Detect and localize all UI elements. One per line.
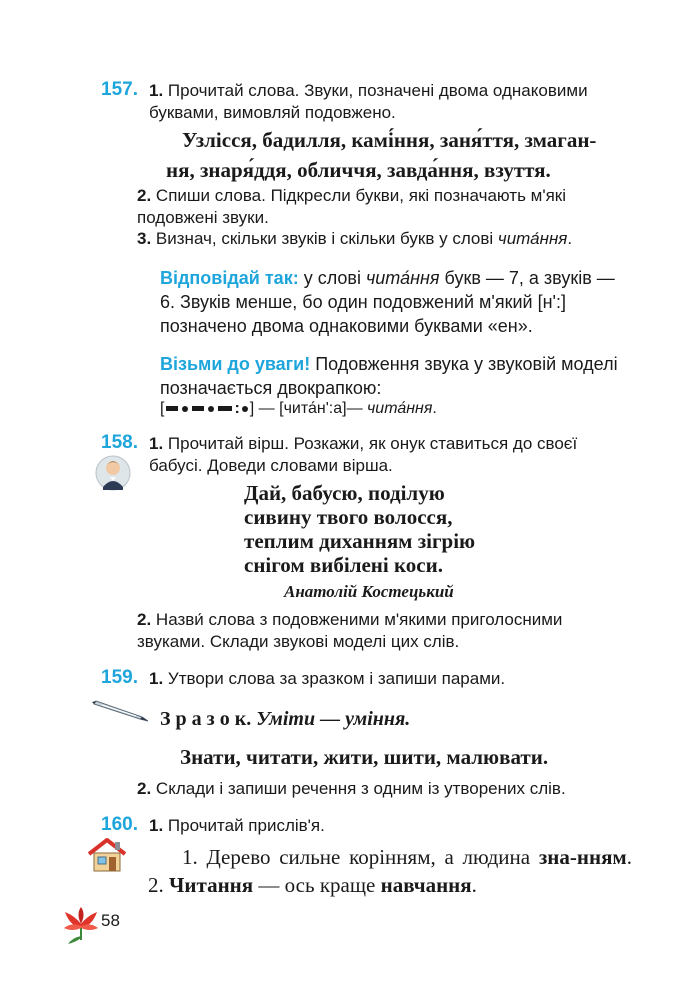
ex159-words: Знати, читати, жити, шити, малювати. — [180, 745, 549, 769]
poem-line-4: снігом вибілені коси. — [244, 553, 443, 577]
sample-label: З р а з о к. — [160, 708, 252, 730]
ex159-step2 — [137, 778, 631, 800]
model-dash-1 — [166, 406, 178, 411]
ex157-step3-word: чита́ння — [497, 229, 568, 248]
poem-author: Анатолій Костецький — [284, 582, 454, 601]
ex158-step2-text: Назви́ слова з подовженими м'якими приголосними звуками. Склади звукові моделі цих слів. — [137, 610, 563, 651]
pen-icon — [92, 697, 152, 728]
note-text: Подовження звука у звуковій моделі позначається двокрапкою: — [160, 354, 618, 398]
ex159-sample — [160, 706, 632, 732]
model-colon: : — [234, 400, 240, 417]
model-word: чита́ння — [367, 400, 433, 417]
proverb-d: . 2. — [148, 845, 632, 897]
proverb-c: нням — [576, 845, 627, 869]
answer-text-a: у слові — [298, 268, 366, 288]
sound-model — [160, 398, 632, 420]
ex157-step3-text-b: . — [567, 229, 573, 248]
sample-text: Уміти — уміння. — [251, 708, 411, 730]
model-dot-3 — [242, 406, 248, 412]
ex157-step3-num: 3. — [137, 229, 152, 248]
ex157-step1-num: 1. — [149, 81, 164, 100]
proverb-e: Читання — [169, 873, 254, 897]
ex159-step2-text: Склади і запиши речення з одним із утворених слів. — [155, 779, 566, 798]
proverb-h: . — [471, 873, 477, 897]
ex158-step2 — [137, 609, 631, 653]
proverb-b: зна- — [538, 845, 577, 869]
poem-line-3: теплим диханням зігрію — [244, 529, 476, 553]
answer-label: Відповідай так: — [160, 268, 299, 288]
flower-icon — [62, 906, 100, 951]
poem-line-1: Дай, бабусю, поділую — [244, 481, 445, 505]
ex159-step1 — [149, 668, 631, 690]
exercise-160-number: 160. — [101, 814, 138, 835]
page-number: 58 — [101, 911, 120, 930]
model-dot-2 — [208, 406, 214, 412]
ex158-step1-num: 1. — [149, 434, 164, 453]
boy-avatar-icon — [95, 453, 131, 498]
ex157-note — [160, 352, 632, 400]
model-dash-2 — [192, 406, 204, 411]
ex159-step1-num: 1. — [149, 669, 164, 688]
ex157-words-line2: ня, знаря́ддя, обличчя, завда́ння, взуття. — [166, 158, 551, 182]
answer-word: чита́ння — [365, 268, 440, 288]
ex159-step2-num: 2. — [137, 779, 152, 798]
note-label: Візьми до уваги! — [160, 354, 311, 374]
exercise-158-number: 158. — [101, 432, 138, 453]
model-dash-3 — [218, 406, 232, 411]
proverb-f: — ось краще — [253, 873, 381, 897]
ex157-answer — [160, 266, 632, 338]
ex157-step3 — [137, 228, 631, 250]
answer-text-b: букв — 7, а звуків — 6. Звуків менше, бо один подовжений м'який [н':] позначено двома однаковими буквами «ен». — [160, 268, 615, 336]
proverb-a: 1. Дерево сильне корінням, а людина — [182, 845, 539, 869]
ex159-step1-text: Утвори слова за зразком і запиши парами. — [167, 669, 506, 688]
ex157-step2-text: Спиши слова. Підкресли букви, які позначають м'які подовжені звуки. — [137, 186, 567, 227]
exercise-157-number: 157. — [101, 79, 138, 100]
ex157-step2-num: 2. — [137, 186, 152, 205]
ex157-step1 — [149, 80, 631, 124]
ex158-step1-text: Прочитай вірш. Розкажи, як онук ставиться до своєї бабусі. Доведи словами вірша. — [149, 434, 578, 475]
ex160-step1-text: Прочитай прислів'я. — [167, 816, 325, 835]
model-end: . — [432, 400, 437, 417]
poem-line-2: сивину твого волосся, — [244, 505, 453, 529]
ex160-proverbs — [148, 843, 632, 899]
model-tail: ] — [чита́н':а]— — [249, 400, 368, 417]
model-dot-1 — [182, 406, 188, 412]
model-open: [ — [160, 400, 165, 417]
house-icon — [86, 837, 128, 878]
poem — [244, 481, 475, 577]
proverb-g: навчання — [380, 873, 472, 897]
ex160-step1-num: 1. — [149, 816, 164, 835]
ex160-step1 — [149, 815, 631, 837]
ex157-step1-text: Прочитай слова. Звуки, позначені двома однаковими буквами, вимовляй подовжено. — [149, 81, 588, 122]
ex158-step1 — [149, 433, 631, 477]
exercise-159-number: 159. — [101, 667, 138, 688]
ex158-step2-num: 2. — [137, 610, 152, 629]
ex157-step3-text-a: Визнач, скільки звуків і скільки букв у слові — [155, 229, 498, 248]
ex157-words-line1: Узлісся, бадилля, камі́ння, заня́ття, змаган- — [182, 128, 597, 152]
ex157-step2 — [137, 185, 631, 229]
